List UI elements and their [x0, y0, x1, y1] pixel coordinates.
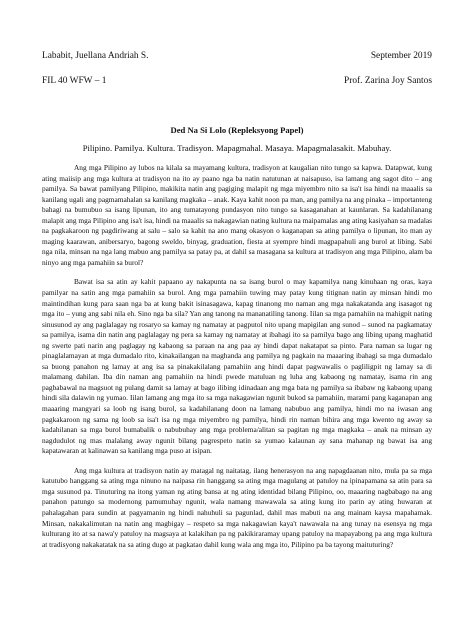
essay-paragraph-3: Ang mga kultura at tradisyon natin ay matagal ng naitatag, ilang henerasyon na ang napagdaanan nito, mula pa sa mga katutubo hanggang sa ating mga ninuno na naipasa rin hanggang sa ating mga magulang at patuloy na ipinapamana sa atin para sa mga susunod pa. Tinuturing na itong yaman ng ating bansa at ng ating identidad bilang Pilipino, oo, maaaring nagbabago na ang panahon patungo sa modernong pamumuhay ngunit, wala namang mawawala sa ating kung ito parin ay ating huwaran at pahalagahan para sundin at pagyamanin ng hindi nahuhuli sa pagunlad, dahil mas mabuti na ang mainam kaysa mapahamak. Minsan, nakakalimutan na natin ang magbigay – respeto sa mga nakagawian kaya't nawawala na ang tunay na esensya ng mga kulturang ito at sa nawa'y patuloy na magsaya at kalakihan pa ng pakikiraramay upang patuloy na mapayabong pa ang mga kultura at tradisyong nakakatatak na sa ating dugo at pagkatao dahil kung wala ang mga ito, Pilipino pa ba tayong maituturing?	[42, 465, 432, 549]
essay-tagline: Pilipino. Pamilya. Kultura. Tradisyon. Mapagmahal. Masaya. Mapagmalasakit. Mabuhay.	[82, 143, 392, 153]
professor-name: Prof. Zarina Joy Santos	[343, 76, 432, 86]
essay-body	[42, 163, 432, 550]
header-row-2	[42, 75, 432, 87]
submission-date: September 2019	[370, 51, 432, 61]
essay-paragraph-1: Ang mga Pilipino ay lubos na kilala sa mayamang kultura, tradisyon at kaugalian nito tungo sa kapwa. Datapwat, kung ating maiisip ang mga kultura at tradisyon na ito ay paano nga ba natin natutunan at naisapuso, isa lamang ang sagot dito – ang pamilya. Sa bawat pamilyang Pilipino, makikita natin ang pagiging malapit ng mga miyembro nito sa isa't isa hindi na maaalis sa kanilang ugali ang pagmamahalan sa kanilang magkaka – anak. Kaya kahit noon pa man, ang pamilya na ang pinaka – importanteng bahagi na bumubuo sa isang lipunan, ito ang tumatayong pundasyon nito tungo sa kasaganahan at kaunlaran. Sa kadahilanang malapit ang mga Pilipino ang isa't isa, hindi na maaalis sa nakagawian nating kultura na maipamalas ang ating kasiyahan sa madalas na pagkakaroon ng pagdiriwang at salu – salo sa kahit na ano mang okasyon o kaganapan sa ating pamilya o lipunan, ito man ay maging kaarawan, anibersaryo, bagong sweldo, binyag, graduation, fiesta at syempre hindi magpapahuli ang burol at libing. Sabi nga nila, minsan na nga lang mabuo ang pamilya sa patay pa, at dahil sa masagana sa kultura at tradisyon ang mga Pilipino, alam ba ninyo ang mga pamahiin sa burol?	[42, 163, 432, 267]
author-name: Lababit, Juellana Andriah S.	[42, 51, 149, 61]
essay-paragraph-2: Bawat isa sa atin ay kahit papaano ay nakapunta na sa isang burol o may kapamilya nang kinuhaan ng oras, kaya pamilyar na satin ang mga pamahiin sa burol. Ang mga pamahiin tuwing may patay kung titignan natin ay minsan hindi mo maintindihan kung para saan nga ba at kung bakit isinasagawa, kapag tinanong mo naman ang mga nakakatanda ang isasagot ng mga ito – yung ang sabi nila eh. Sino nga ba sila? Yan ang tanong na mananatiling tanong. Iilan sa mga pamahiin na mahigpit nating sinusunod ay ang paglalagay ng rosaryo sa kamay ng namatay at pagputol nito upang mapigilan ang sunod – sunod na pagkamatay sa pamilya, isama din natin ang paglalagay ng pera sa kamay ng namatay at ibahagi ito sa pamilya bago ang libing upang maghatid ng swerte pati narin ang paglagay ng kabaong sa paraan na ang paa ay hindi dapat nakatapat sa pinto. Para naman sa lugar ng pinaglalamayan at mga dumadalo rito, kinakailangan na maghanda ang pamilya ng pagkain na maaaring ibahagi sa mga dumadalo sa buong panahon ng lamay at ang isa sa pinakakilalang pamahiin ang hindi dapat pagwawalis o pagliligpit ng lamay sa di malamang dahilan. Iba din naman ang pamahiin na hindi pwede matuluan ng luha ang kabaong ng namatay, isama rin ang pagbabawal na magsuot ng pulang damit sa lamay at bago ilibing idinadaan ang mga bata ng pamilya sa ibabaw ng kabaong upang hindi sila dalawin ng yumao. Iilan lamang ang mga ito sa mga nakagawian ngunit bukod sa pamahiin, marami pang kaganapan ang maaaring mangyari sa loob ng isang burol, sa kadahilanang doon na lamang nabubuo ang pamilya, hindi mo na iwasan ang pagkakaroon ng sama ng loob sa isa't isa ng mga miyembro ng pamilya, hindi rin naman bihira ang mga kwento ng away sa kadahilanan sa mga burol bumabalik o nabubuhay ang mga problema/alitan sa pagitan ng mga magkaka – anak na minsan ay nagdudulot ng mas malalang away ngunit bilang pagrespeto natin sa yumao kalaunan ay sana mahanap ng bawat isa ang kapatawaran at kalinawan sa kanilang mga puso at isipan.	[42, 277, 432, 456]
header-row-1	[42, 50, 432, 62]
essay-title: Ded Na Si Lolo (Repleksyong Papel)	[170, 125, 304, 135]
course-code: FIL 40 WFW – 1	[42, 76, 107, 86]
